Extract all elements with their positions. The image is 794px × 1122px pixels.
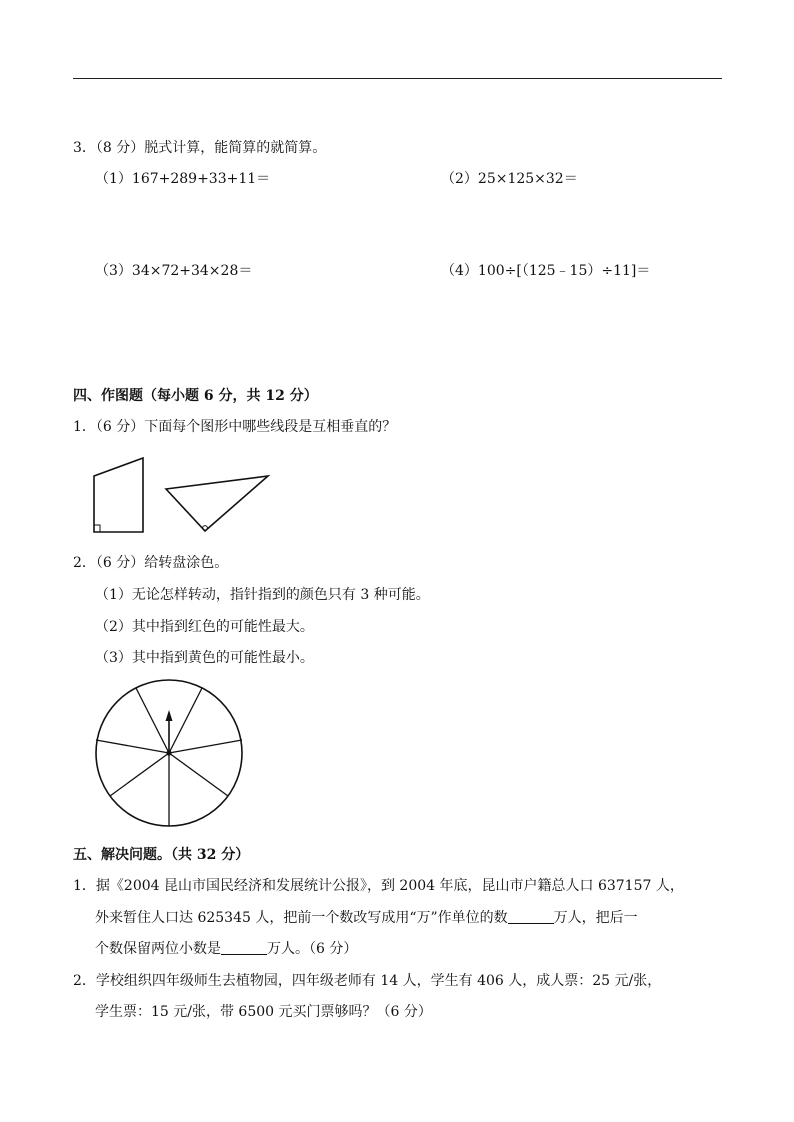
header-rule	[73, 78, 722, 79]
spinner-center	[166, 750, 171, 755]
trapezoid-figure	[94, 458, 143, 532]
right-angle-mark	[94, 525, 100, 532]
problem-1-line-2: 外来暂住人口达 625345 人，把前一个数改写成用“万”作单位的数 万人，把后一	[95, 910, 638, 926]
calc-item-1: （1）167+289+33+11＝	[95, 171, 271, 187]
answer-blank-2[interactable]	[221, 940, 267, 955]
calc-item-4: （4）100÷[（125﹣15）÷11]＝	[441, 263, 651, 279]
vertex-mark	[203, 526, 208, 531]
spinner-rule-2: （2）其中指到红色的可能性最大。	[95, 619, 314, 635]
answer-blank-1[interactable]	[508, 909, 554, 924]
triangle-figure	[166, 476, 268, 531]
section-4-heading: 四、作图题（每小题 6 分，共 12 分）	[73, 388, 318, 404]
section-4-question-1: 1．（6 分）下面每个图形中哪些线段是互相垂直的？	[73, 419, 397, 435]
problem-2-line-1: 2．学校组织四年级师生去植物园，四年级老师有 14 人，学生有 406 人，成人票：25 元/张，	[73, 973, 662, 989]
section-4-question-2: 2．（6 分）给转盘涂色。	[73, 555, 229, 571]
calc-item-3: （3）34×72+34×28＝	[95, 263, 253, 279]
problem-1-line-1: 1．据《2004 昆山市国民经济和发展统计公报》，到 2004 年底，昆山市户籍总人口 637157 人，	[73, 878, 684, 894]
question-3-title: 3．（8 分）脱式计算，能简算的就简算。	[73, 140, 327, 156]
spinner-rule-3: （3）其中指到黄色的可能性最小。	[95, 650, 314, 666]
problem-1-line-3: 个数保留两位小数是 万人。（6 分）	[95, 941, 358, 957]
perpendicular-figures	[88, 453, 288, 537]
spinner-wheel[interactable]	[92, 678, 246, 832]
spinner-rule-1: （1）无论怎样转动，指针指到的颜色只有 3 种可能。	[95, 587, 430, 603]
calc-item-2: （2）25×125×32＝	[441, 171, 578, 187]
section-5-heading: 五、解决问题。（共 32 分）	[73, 847, 250, 863]
pointer-arrowhead-icon	[166, 710, 173, 721]
problem-2-line-2: 学生票：15 元/张，带 6500 元买门票够吗？（6 分）	[95, 1004, 432, 1020]
